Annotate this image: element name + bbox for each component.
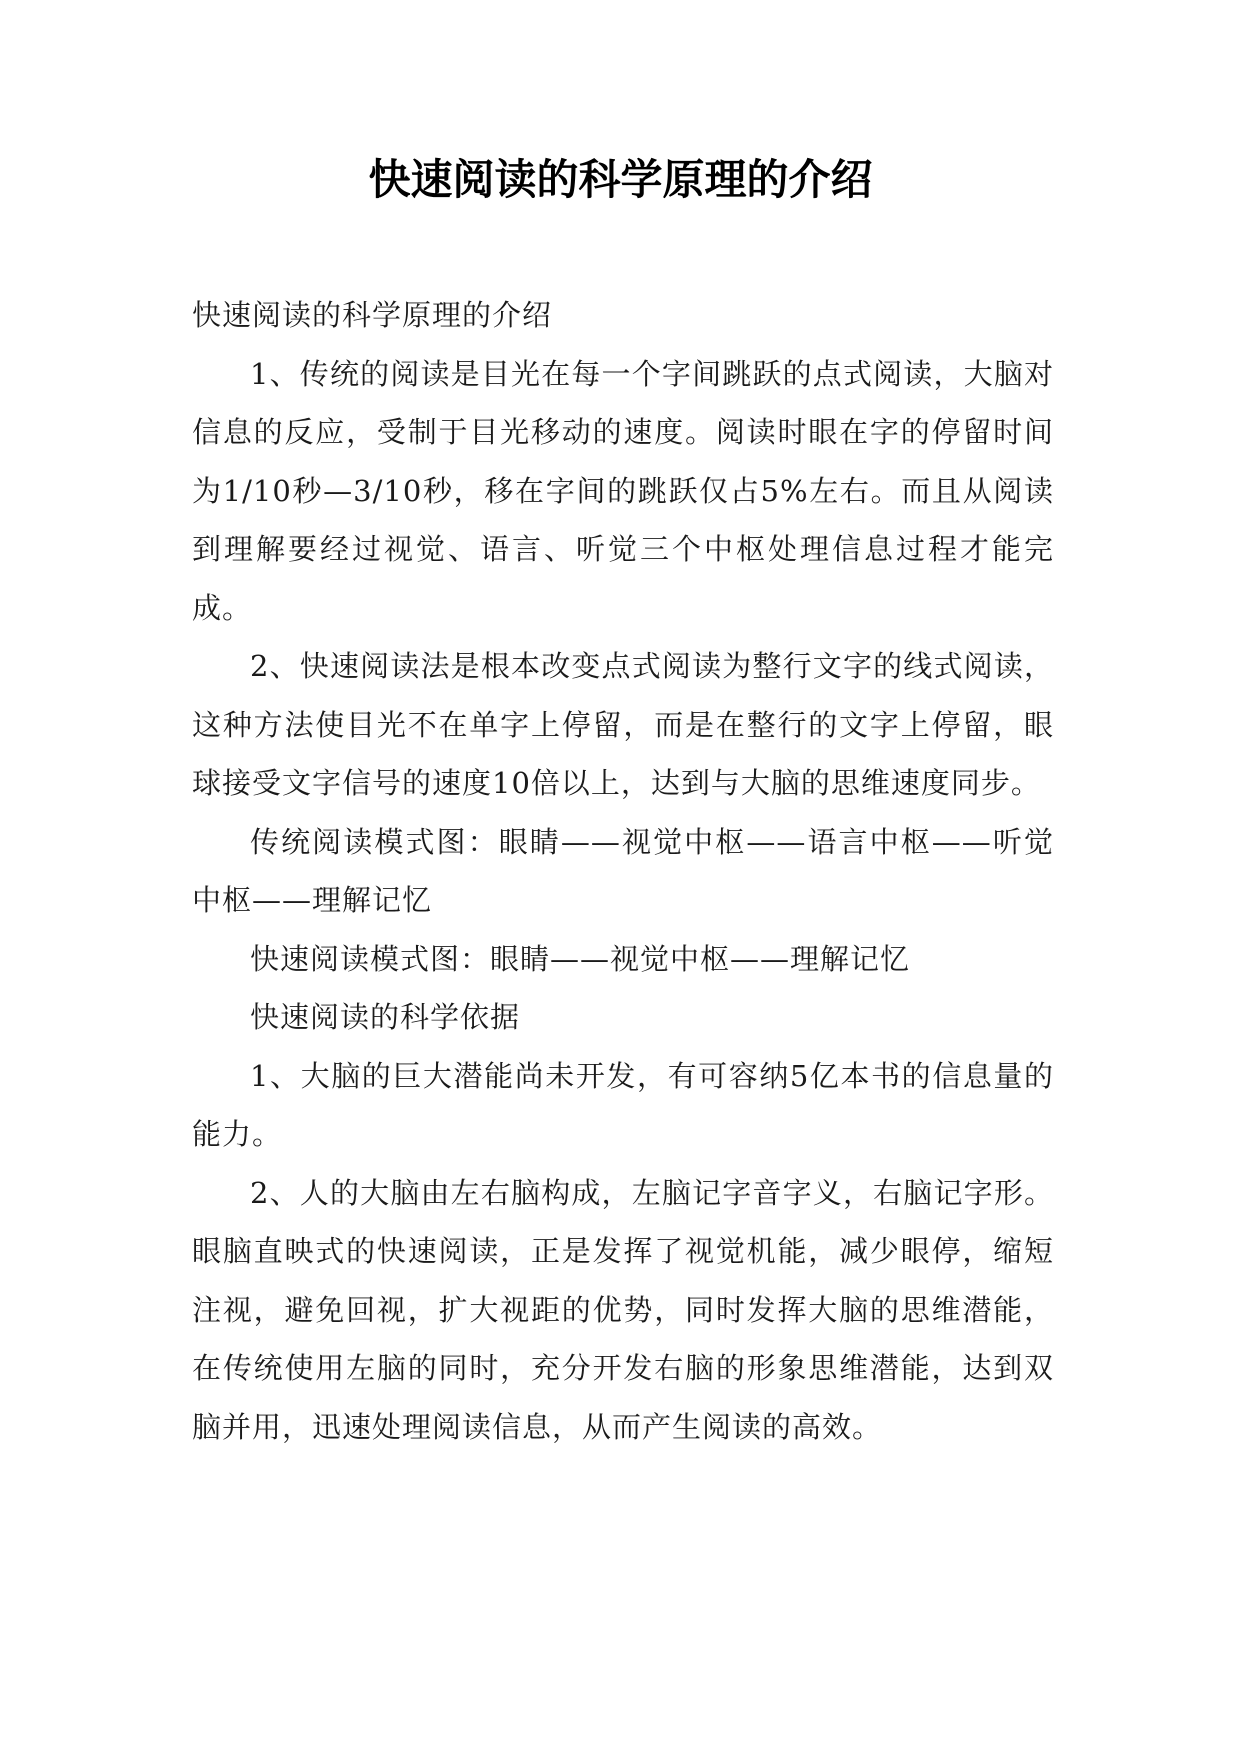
paragraph: 1、大脑的巨大潜能尚未开发，有可容纳5亿本书的信息量的能力。 bbox=[192, 1058, 1054, 1151]
paragraph: 快速阅读的科学原理的介绍 bbox=[192, 298, 553, 332]
paragraph: 2、人的大脑由左右脑构成，左脑记字音字义，右脑记字形。眼脑直映式的快速阅读，正是发挥了视觉机能，减少眼停，缩短注视，避免回视，扩大视距的优势，同时发挥大脑的思维潜能，在传统使用左脑的同时，充分开发右脑的形象思维潜能，达到双脑并用，迅速处理阅读信息，从而产生阅读的高效。 bbox=[192, 1175, 1054, 1444]
paragraph: 2、快速阅读法是根本改变点式阅读为整行文字的线式阅读，这种方法使目光不在单字上停留，而是在整行的文字上停留，眼球接受文字信号的速度10倍以上，达到与大脑的思维速度同步。 bbox=[192, 649, 1054, 800]
paragraph: 传统阅读模式图：眼睛——视觉中枢——语言中枢——听觉中枢——理解记忆 bbox=[192, 824, 1054, 917]
paragraph: 快速阅读的科学依据 bbox=[250, 1000, 521, 1034]
paragraph: 1、传统的阅读是目光在每一个字间跳跃的点式阅读，大脑对信息的反应，受制于目光移动的速度。阅读时眼在字的停留时间为1/10秒—3/10秒，移在字间的跳跃仅占5%左右。而且从阅读到理解要经过视觉、语言、听觉三个中枢处理信息过程才能完成。 bbox=[192, 356, 1054, 625]
document-body bbox=[192, 286, 1054, 1456]
paragraph: 快速阅读模式图：眼睛——视觉中枢——理解记忆 bbox=[250, 941, 911, 976]
document-title: 快速阅读的科学原理的介绍 bbox=[368, 155, 873, 204]
